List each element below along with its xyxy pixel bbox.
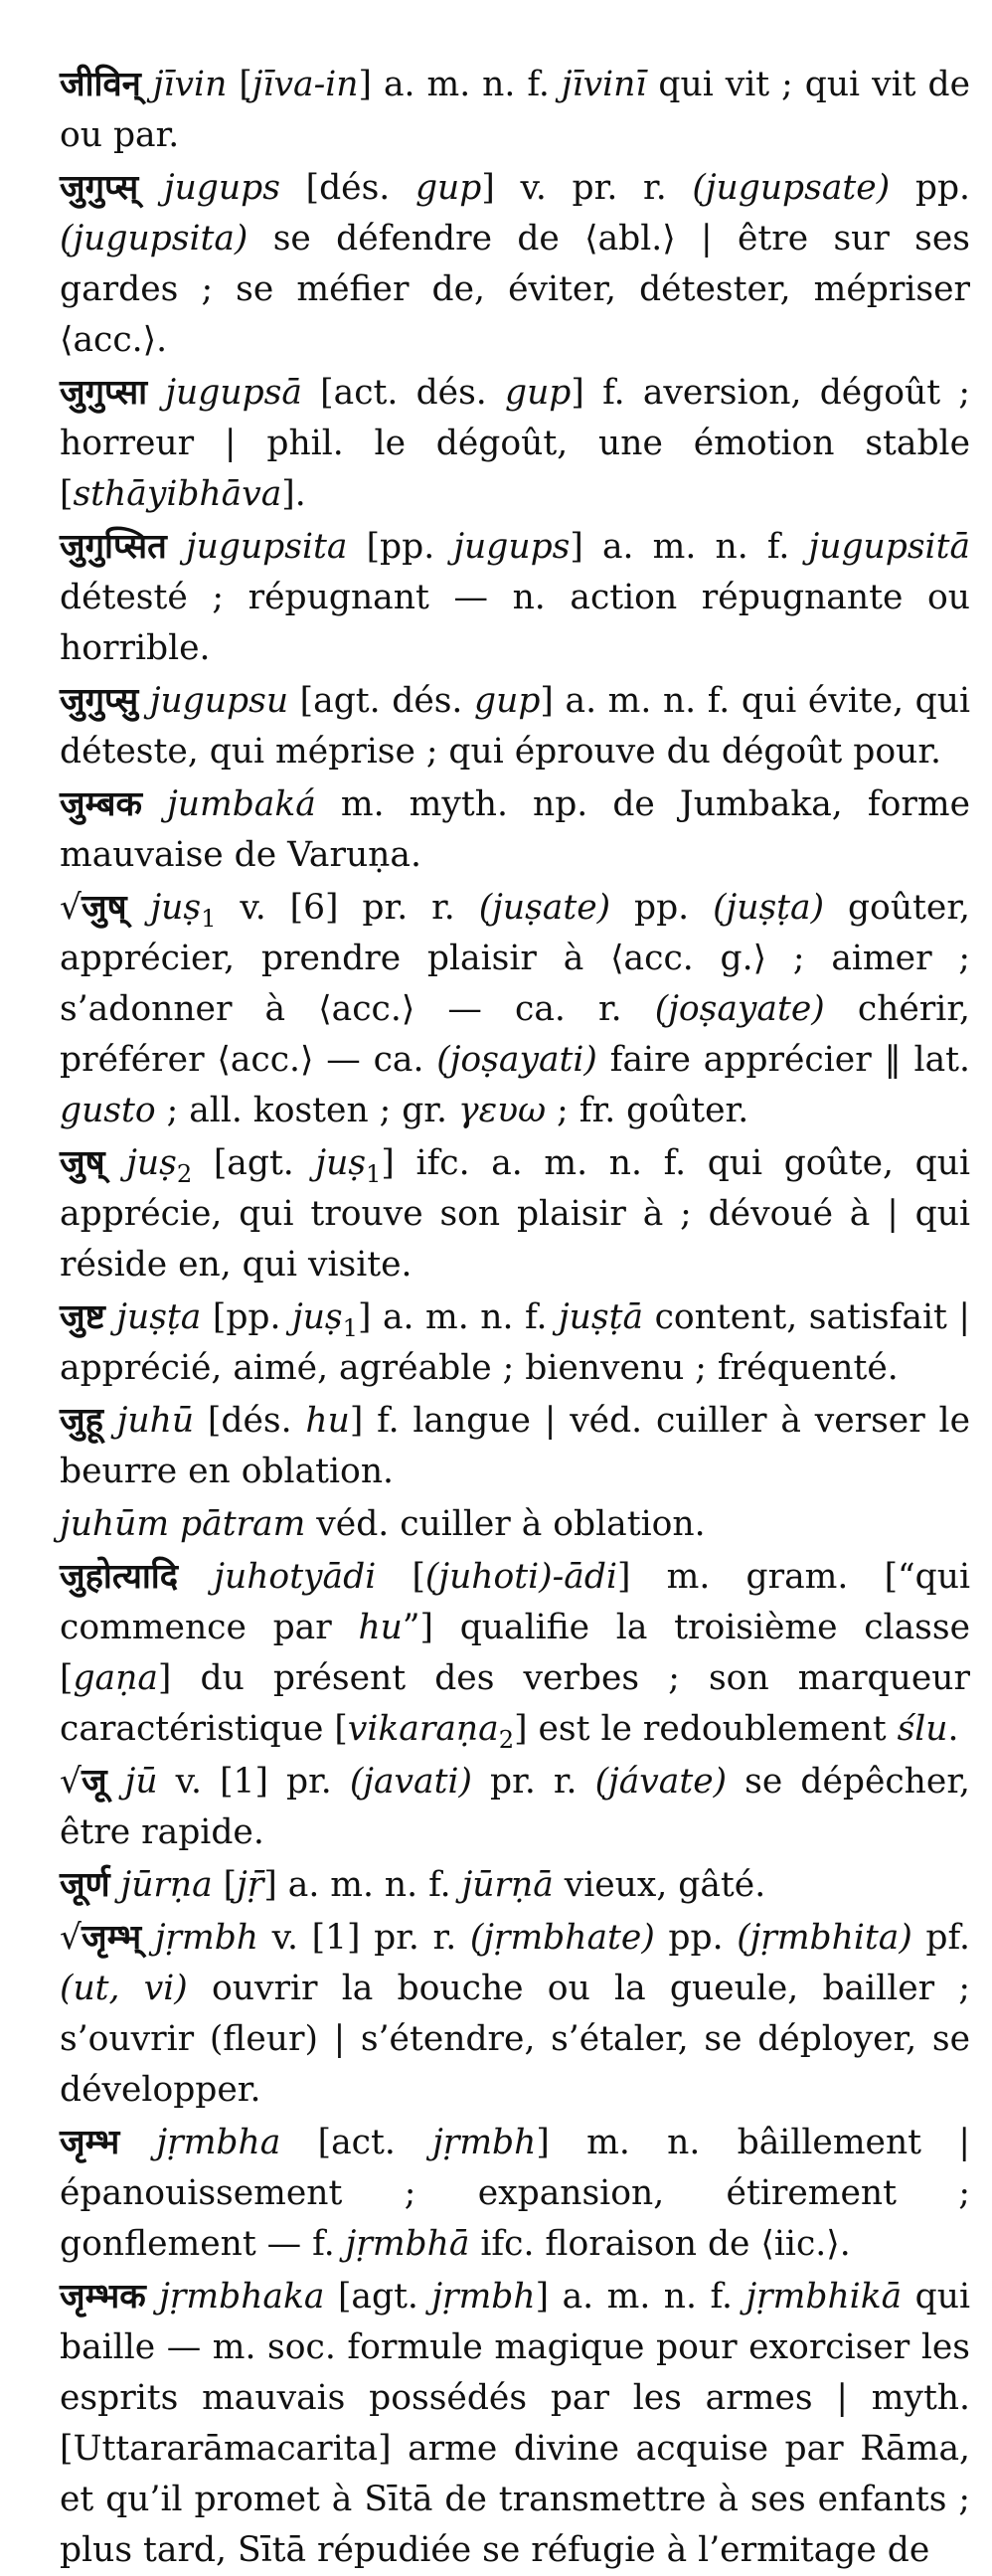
entry-transliteration: jṛmbhaka xyxy=(159,2277,325,2317)
dictionary-entry xyxy=(60,368,970,520)
entry-definition: [pp. juṣ$_1$] a. m. n. f. juṣṭā content, satisfait | apprécié, aimé, agréable ; bienvenu ; fréquenté. xyxy=(60,1297,971,1388)
entry-definition: [dés. gup] v. pr. r. (jugupsate) pp. (jugupsita) se défendre de ⟨abl.⟩ | être sur ses gardes ; se méfier de, éviter, détester, mépriser ⟨acc.⟩. xyxy=(60,168,970,360)
dictionary-entry xyxy=(60,522,970,674)
entry-transliteration: jugupsita xyxy=(185,527,348,567)
entry-headword: जुष्ट xyxy=(60,1297,105,1337)
entry-headword: जुगुप्सित xyxy=(60,527,167,567)
entry-headword: जृम्भ् xyxy=(81,1918,142,1958)
root-sign: √ xyxy=(60,1918,82,1958)
entry-transliteration: jugups xyxy=(163,168,280,208)
entry-transliteration: juhūm pātram xyxy=(60,1504,306,1544)
entry-headword: जृम्भ xyxy=(60,2123,120,2162)
entry-transliteration: jūrṇa xyxy=(120,1865,213,1905)
entry-headword: जीविन् xyxy=(60,65,141,104)
entry-headword: जुम्बक xyxy=(60,784,143,824)
entry-transliteration: juṣ xyxy=(150,888,202,928)
entry-transliteration: jṛmbh xyxy=(154,1918,259,1958)
entry-transliteration: jṛmbha xyxy=(156,2123,281,2162)
entry-headword: जृम्भक xyxy=(60,2277,146,2317)
entry-definition: [act. jṛmbh] m. n. bâillement | épanouissement ; expansion, étirement ; gonflement — f. jṛmbhā ifc. floraison de ⟨iic.⟩. xyxy=(60,2123,970,2264)
dictionary-entry xyxy=(60,2118,970,2270)
dictionary-entry xyxy=(60,1860,970,1911)
dictionary-entry xyxy=(60,883,970,1136)
entry-definition: $_1$ v. [6] pr. r. (juṣate) pp. (juṣṭa) goûter, apprécier, prendre plaisir à ⟨acc. g.⟩ ; aimer ; s’adonner à ⟨acc.⟩ — ca. r. (joṣayate) chérir, préférer ⟨acc.⟩ — ca. (joṣayati) faire apprécier ‖ lat. gusto ; all. kosten ; gr. γευω ; fr. goûter. xyxy=(60,888,971,1130)
entry-transliteration: juṣ xyxy=(126,1143,177,1183)
dictionary-entry xyxy=(60,676,970,777)
entry-headword: जुष् xyxy=(81,888,127,928)
entry-headword: जुहोत्यादि xyxy=(60,1557,179,1597)
entry-headword: जू xyxy=(81,1762,107,1802)
entry-headword: जुगुप्स् xyxy=(60,168,139,208)
entry-transliteration: juhū xyxy=(116,1401,195,1441)
entry-transliteration: jīvin xyxy=(152,65,228,104)
entry-definition: v. [1] pr. (javati) pr. r. (jávate) se dépêcher, être rapide. xyxy=(60,1762,970,1852)
entry-definition: [(juhoti)-ādi] m. gram. [“qui commence par hu”] qualifie la troisième classe [gaṇa] du présent des verbes ; son marqueur caractéristique [vikaraṇa$_2$] est le redoublement ślu. xyxy=(60,1557,970,1754)
entry-headword: जूर्ण xyxy=(60,1865,110,1905)
entry-transliteration: juṣṭa xyxy=(116,1297,202,1337)
entry-headword: जुगुप्सा xyxy=(60,373,148,413)
dictionary-entry xyxy=(60,163,970,366)
entry-definition: [pp. jugups] a. m. n. f. jugupsitā détesté ; répugnant — n. action répugnante ou horrible. xyxy=(60,527,971,668)
entry-headword: जुहू xyxy=(60,1401,103,1441)
entry-definition: [act. dés. gup] f. aversion, dégoût ; horreur | phil. le dégoût, une émotion stable [sthāyibhāva]. xyxy=(60,373,970,514)
entry-transliteration: jugupsu xyxy=(149,681,289,721)
entry-transliteration: jū xyxy=(124,1762,158,1802)
entry-definition: [dés. hu] f. langue | véd. cuiller à verser le beurre en oblation. xyxy=(60,1401,970,1491)
dictionary-entry xyxy=(60,779,970,881)
entry-definition: [jṝ] a. m. n. f. jūrṇā vieux, gâté. xyxy=(212,1865,766,1905)
dictionary-entry xyxy=(60,1138,970,1290)
entry-definition: [agt. dés. gup] a. m. n. f. qui évite, qui déteste, qui méprise ; qui éprouve du dégoût pour. xyxy=(60,681,970,772)
entry-definition: véd. cuiller à oblation. xyxy=(305,1504,706,1544)
entry-headword: जुगुप्सु xyxy=(60,681,139,721)
entry-transliteration: juhotyādi xyxy=(214,1557,377,1597)
entry-headword: जुष् xyxy=(60,1143,105,1183)
dictionary-entry xyxy=(60,1396,970,1497)
dictionary-subentry xyxy=(60,1499,970,1550)
dictionary-entry xyxy=(60,1552,970,1755)
entry-definition: $_2$ [agt. juṣ$_1$] ifc. a. m. n. f. qui goûte, qui apprécie, qui trouve son plaisir à ; dévoué à | qui réside en, qui visite. xyxy=(60,1143,970,1285)
entry-transliteration: jugupsā xyxy=(165,373,302,413)
entry-definition: [jīva-in] a. m. n. f. jīvinī qui vit ; qui vit de ou par. xyxy=(60,65,970,155)
entry-definition: v. [1] pr. r. (jṛmbhate) pp. (jṛmbhita) pf. (ut, vi) ouvrir la bouche ou la gueule, bailler ; s’ouvrir (fleur) | s’étendre, s’étaler, se déployer, se développer. xyxy=(60,1918,970,2110)
entry-definition: [agt. jṛmbh] a. m. n. f. jṛmbhikā qui baille — m. soc. formule magique pour exorciser les esprits mauvais possédés par les armes | myth. [Uttararāmacarita] arme divine acquise par Rāma, et qu’il promet à Sītā de transmettre à ses enfants ; plus tard, Sītā répudiée se réfugie à l’ermitage de xyxy=(60,2277,971,2570)
dictionary-entry xyxy=(60,1757,970,1858)
dictionary-entry xyxy=(60,60,970,161)
entry-transliteration: jumbaká xyxy=(167,784,316,824)
entry-definition: m. myth. np. de Jumbaka, forme mauvaise de Varuṇa. xyxy=(60,784,971,875)
root-sign: √ xyxy=(60,888,82,928)
dictionary-entry xyxy=(60,2272,970,2576)
dictionary-entry xyxy=(60,1913,970,2116)
dictionary-entry xyxy=(60,1292,970,1394)
root-sign: √ xyxy=(60,1762,82,1802)
